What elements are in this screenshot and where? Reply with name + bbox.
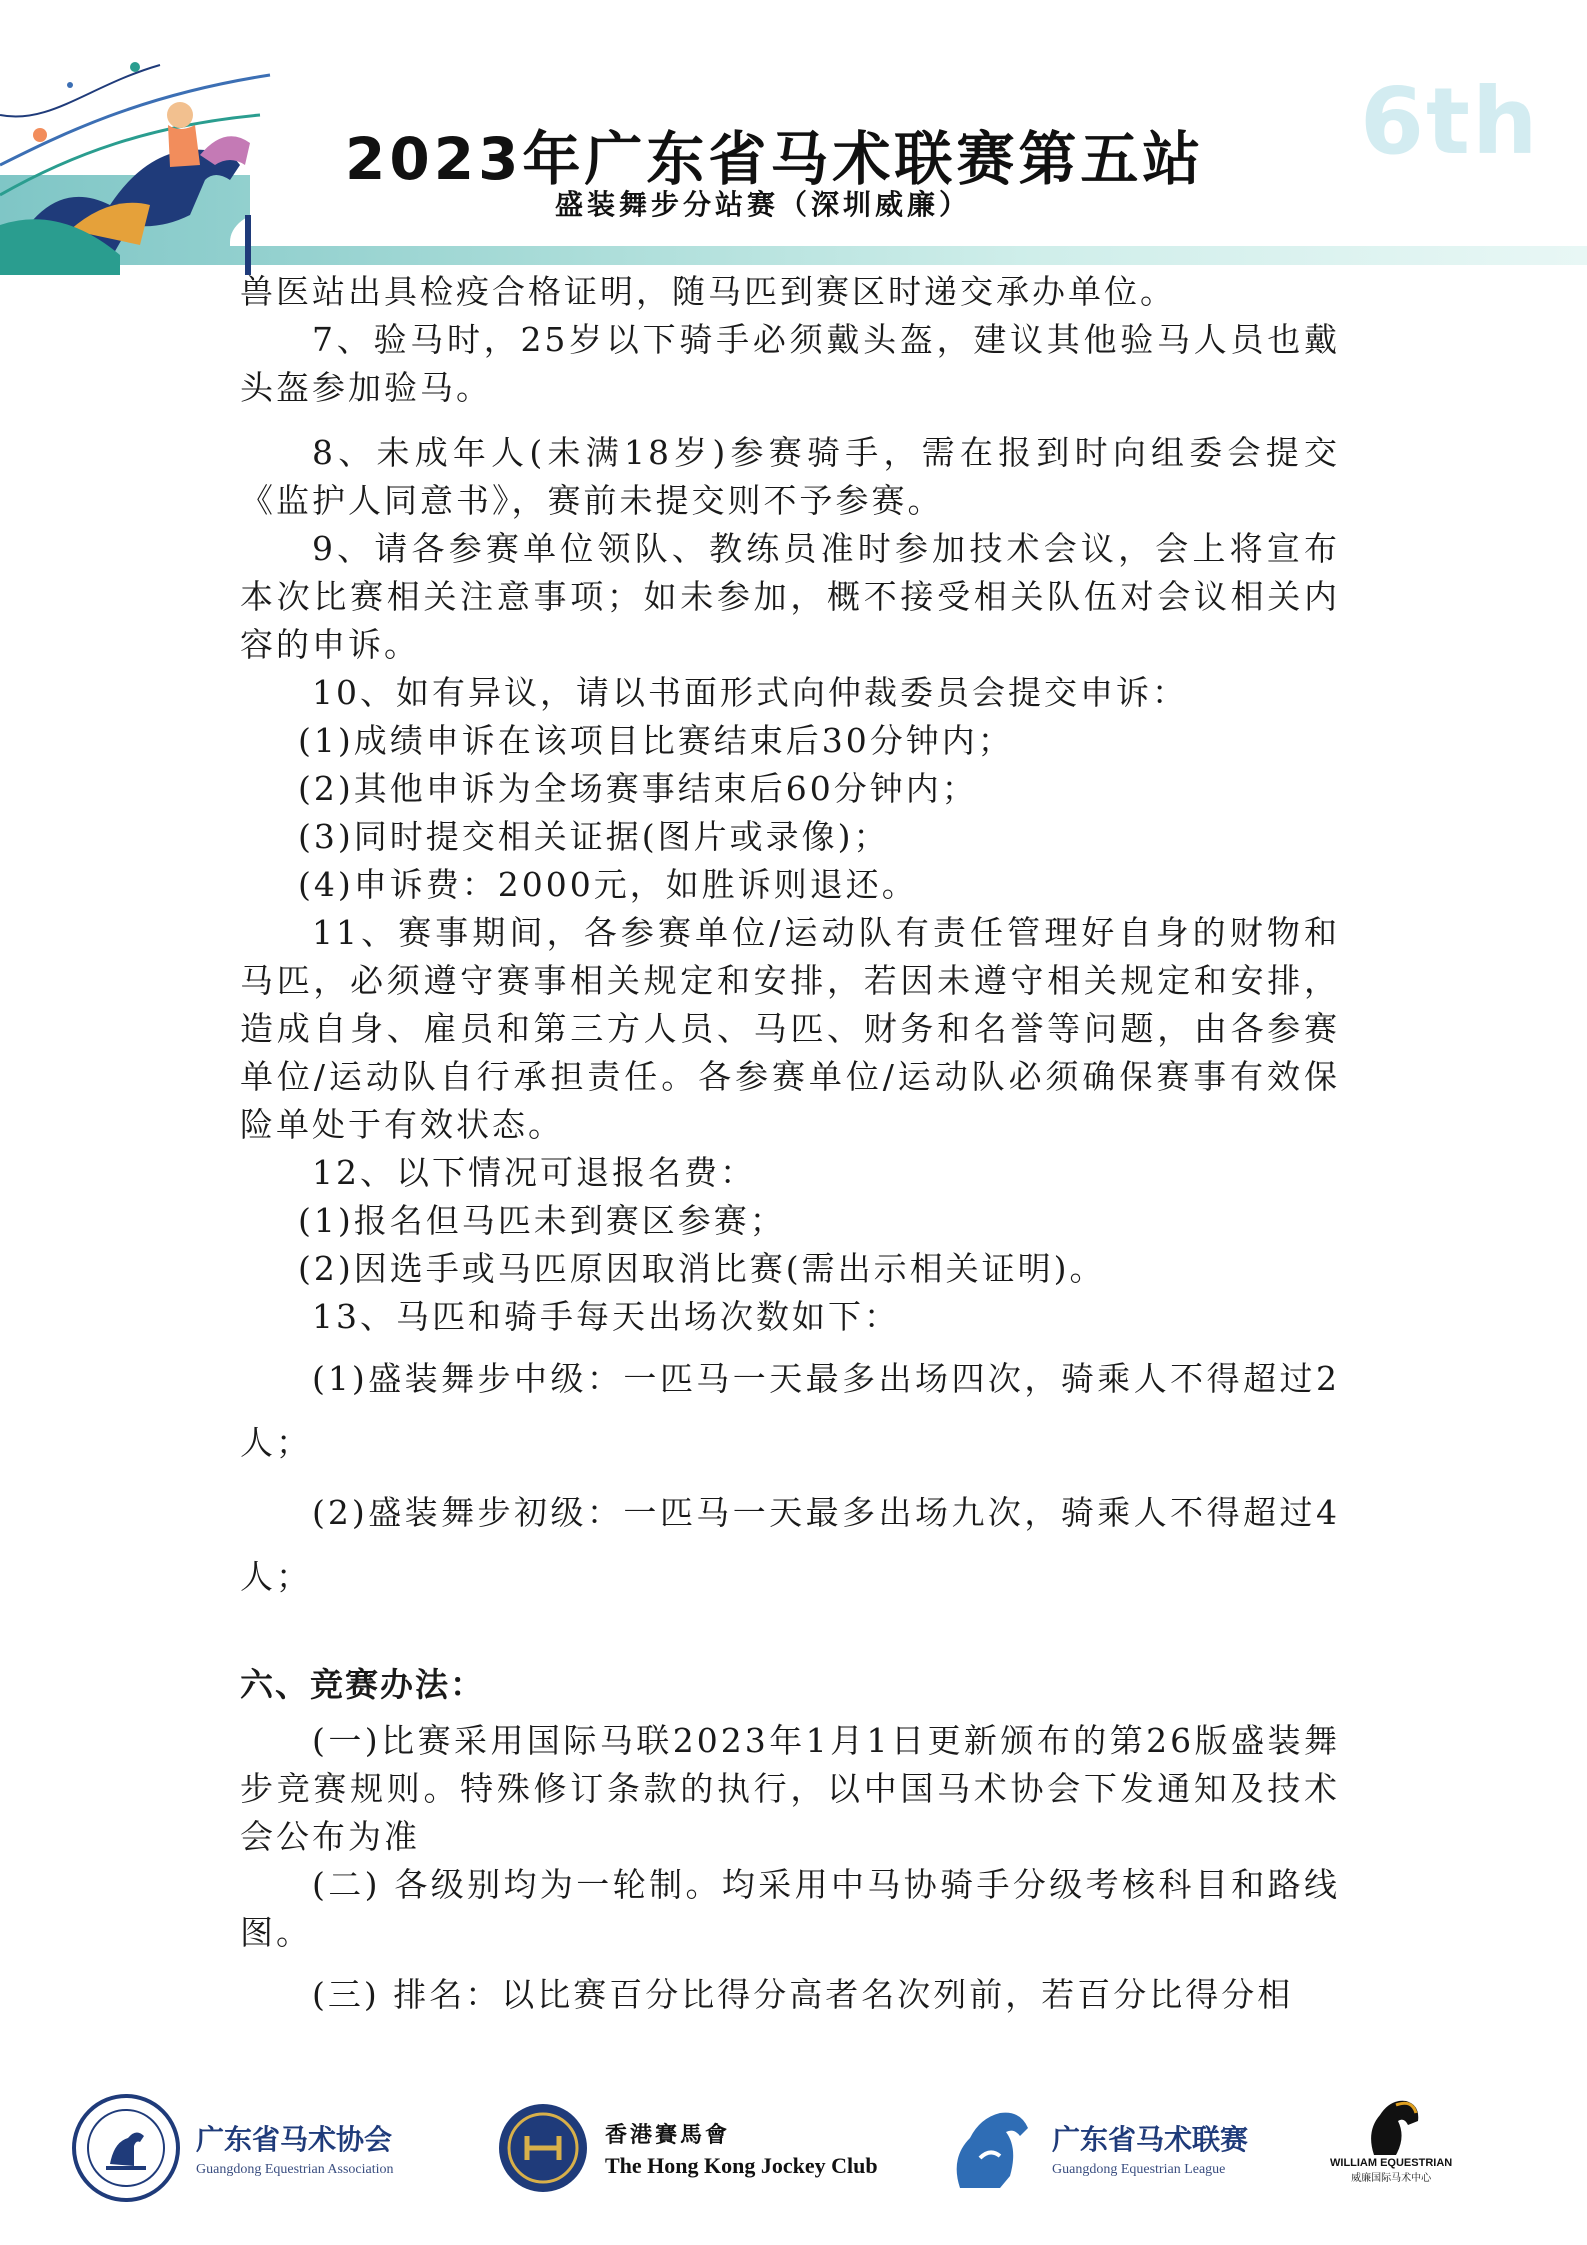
paragraph: 兽医站出具检疫合格证明，随马匹到赛区时递交承办单位。 [240,272,1176,311]
page-title: 2023年广东省马术联赛第五站 [345,125,1205,193]
logo-guangdong-equestrian-league [940,2098,1248,2198]
logo-text-en: Guangdong Equestrian League [1052,2162,1226,2177]
paragraph: (一)比赛采用国际马联2023年1月1日更新颁布的第26版盛装舞步竞赛规则。特殊修订条款的执行，以中国马术协会下发通知及技术会公布为准 [240,1721,1340,1856]
jockey-club-crest-icon [495,2100,591,2196]
association-seal-icon [70,2092,182,2204]
logo-text-en: Guangdong Equestrian Association [196,2162,394,2177]
paragraph: 7、验马时，25岁以下骑手必须戴头盔，建议其他验马人员也戴头盔参加验马。 [240,320,1340,407]
logo-hong-kong-jockey-club [495,2100,878,2196]
paragraph: 12、以下情况可退报名费： [312,1153,756,1192]
list-item: (2)因选手或马匹原因取消比赛(需出示相关证明)。 [298,1249,1106,1288]
equestrian-rider-illustration [0,55,280,275]
list-item: (1)盛装舞步中级：一匹马一天最多出场四次，骑乘人不得超过2人； [240,1359,1340,1462]
league-horse-icon [940,2098,1040,2198]
logo-text-en: WILLIAM EQUESTRIAN [1330,2157,1453,2169]
list-item: (3)同时提交相关证据(图片或录像)； [298,817,890,856]
paragraph: 11、赛事期间，各参赛单位/运动队有责任管理好自身的财物和马匹，必须遵守赛事相关规定和安排，若因未遵守相关规定和安排，造成自身、雇员和第三方人员、马匹、财务和名誉等问题，由各参赛单位/运动队自行承担责任。各参赛单位/运动队必须确保赛事有效保险单处于有效状态。 [240,913,1340,1144]
paragraph: 13、马匹和骑手每天出场次数如下： [312,1297,900,1336]
document-body [240,268,1340,2019]
logo-william-equestrian [1330,2095,1452,2184]
page-header [0,0,1587,265]
paragraph: (二) 各级别均为一轮制。均采用中马协骑手分级考核科目和路线图。 [240,1865,1340,1952]
logo-text-zh: 广东省马术联赛 [1052,2123,1249,2156]
paragraph: 10、如有异议，请以书面形式向仲裁委员会提交申诉： [312,673,1188,712]
paragraph: 9、请各参赛单位领队、教练员准时参加技术会议，会上将宣布本次比赛相关注意事项；如未参加，概不接受相关队伍对会议相关内容的申诉。 [240,529,1340,664]
logo-text-en: The Hong Kong Jockey Club [605,2152,878,2178]
paragraph: 8、未成年人(未满18岁)参赛骑手，需在报到时向组委会提交《监护人同意书》，赛前未提交则不予参赛。 [240,433,1340,520]
logo-text-zh: 香港賽馬會 [605,2121,731,2148]
logo-text-zh: 威廉国际马术中心 [1351,2173,1432,2184]
list-item: (1)成绩申诉在该项目比赛结束后30分钟内； [298,721,1014,760]
section-heading: 六、竞赛办法： [240,1665,485,1704]
logo-text-zh: 广东省马术协会 [196,2123,393,2156]
paragraph: (三) 排名：以比赛百分比得分高者名次列前，若百分比得分相 [312,1975,1294,2014]
list-item: (2)盛装舞步初级：一匹马一天最多出场九次，骑乘人不得超过4人； [240,1493,1340,1596]
logo-guangdong-equestrian-association [70,2092,394,2204]
stage-badge: 6th [1360,68,1540,175]
list-item: (1)报名但马匹未到赛区参赛； [298,1201,786,1240]
list-item: (4)申诉费：2000元，如胜诉则退还。 [298,865,918,904]
list-item: (2)其他申诉为全场赛事结束后60分钟内； [298,769,978,808]
william-horse-head-icon [1356,2095,1426,2157]
page-subtitle: 盛装舞步分站赛（深圳威廉） [555,188,972,221]
sponsor-footer [0,2090,1587,2220]
